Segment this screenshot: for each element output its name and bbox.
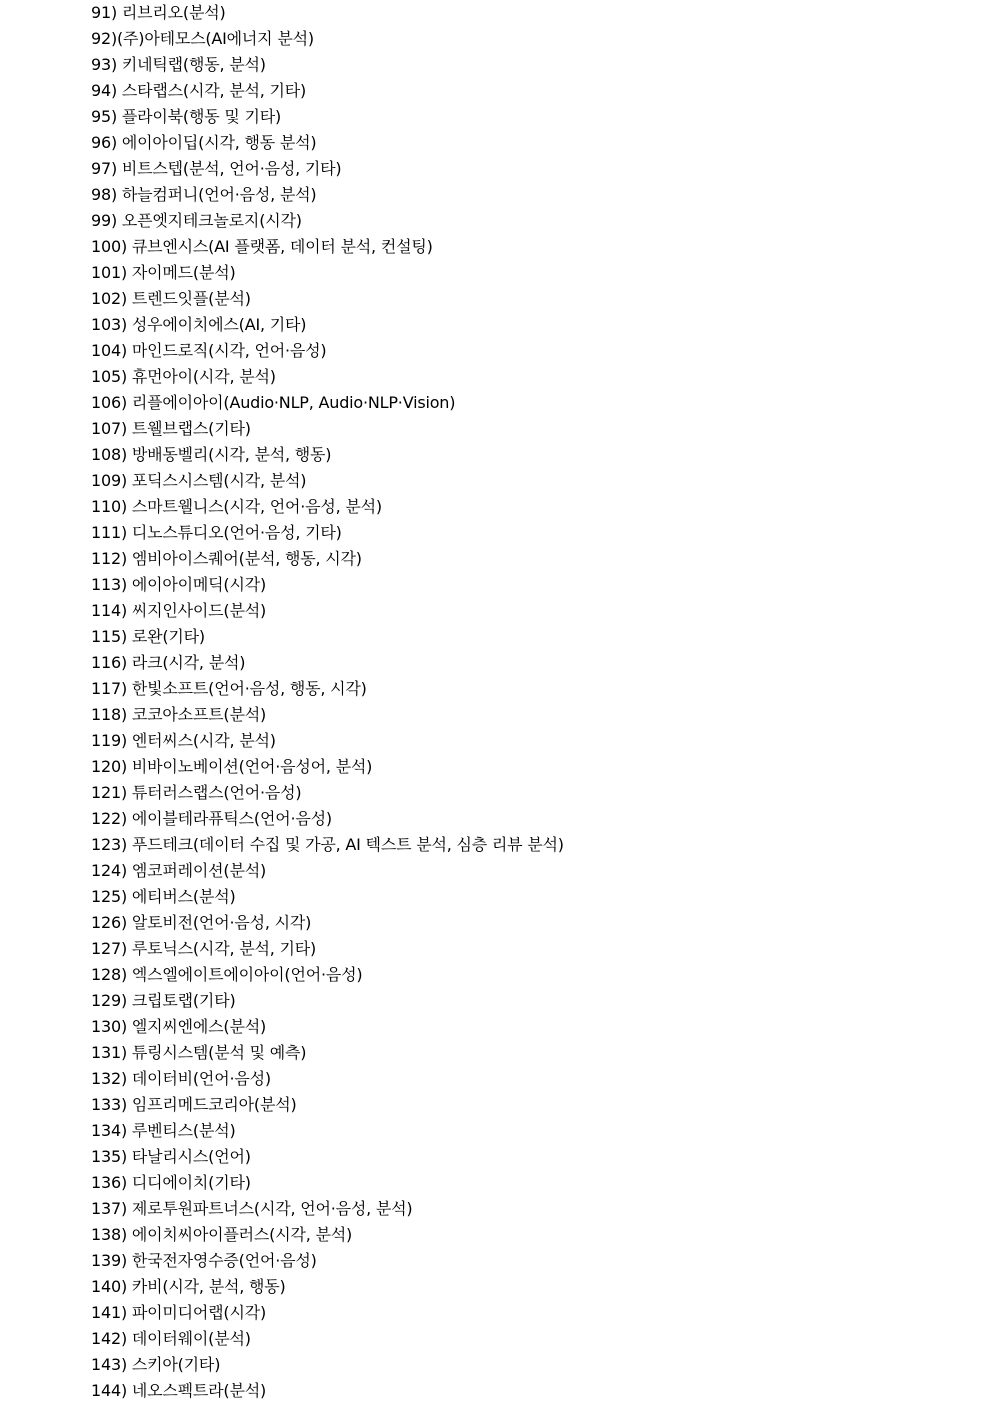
- list-item: 133) 임프리메드코리아(분석): [91, 1095, 297, 1114]
- list-item: 110) 스마트웰니스(시각, 언어·음성, 분석): [91, 497, 382, 516]
- list-item: 107) 트웰브랩스(기타): [91, 419, 251, 438]
- list-item: 93) 키네틱랩(행동, 분석): [91, 55, 266, 74]
- list-item: 128) 엑스엘에이트에이아이(언어·음성): [91, 965, 363, 984]
- company-list: [91, 0, 971, 1404]
- list-item: 120) 비바이노베이션(언어·음성어, 분석): [91, 757, 373, 776]
- list-item: 135) 타날리시스(언어): [91, 1147, 251, 1166]
- list-item: 101) 자이메드(분석): [91, 263, 236, 282]
- list-item: 126) 알토비전(언어·음성, 시각): [91, 913, 312, 932]
- list-item: 141) 파이미디어랩(시각): [91, 1303, 266, 1322]
- list-item: 98) 하늘컴퍼니(언어·음성, 분석): [91, 185, 317, 204]
- list-item: 111) 디노스튜디오(언어·음성, 기타): [91, 523, 342, 542]
- list-item: 113) 에이아이메딕(시각): [91, 575, 266, 594]
- list-item: 119) 엔터씨스(시각, 분석): [91, 731, 276, 750]
- list-item: 114) 씨지인사이드(분석): [91, 601, 266, 620]
- list-item: 129) 크립토랩(기타): [91, 991, 236, 1010]
- list-item: 134) 루벤티스(분석): [91, 1121, 236, 1140]
- list-item: 94) 스타랩스(시각, 분석, 기타): [91, 81, 307, 100]
- list-item: 122) 에이블테라퓨틱스(언어·음성): [91, 809, 332, 828]
- list-item: 140) 카비(시각, 분석, 행동): [91, 1277, 286, 1296]
- list-item: 125) 에티버스(분석): [91, 887, 236, 906]
- list-item: 102) 트렌드잇플(분석): [91, 289, 251, 308]
- list-item: 117) 한빛소프트(언어·음성, 행동, 시각): [91, 679, 367, 698]
- list-item: 136) 디디에이치(기타): [91, 1173, 251, 1192]
- list-item: 142) 데이터웨이(분석): [91, 1329, 251, 1348]
- list-item: 138) 에이치씨아이플러스(시각, 분석): [91, 1225, 353, 1244]
- list-item: 91) 리브리오(분석): [91, 3, 226, 22]
- list-item: 123) 푸드테크(데이터 수집 및 가공, AI 텍스트 분석, 심층 리뷰 분석): [91, 835, 564, 854]
- list-item: 121) 튜터러스랩스(언어·음성): [91, 783, 302, 802]
- list-item: 105) 휴먼아이(시각, 분석): [91, 367, 276, 386]
- list-item: 106) 리플에이아이(Audio·NLP, Audio·NLP·Vision): [91, 393, 456, 412]
- list-item: 95) 플라이북(행동 및 기타): [91, 107, 282, 126]
- list-item: 92)(주)아테모스(AI에너지 분석): [91, 29, 314, 48]
- list-item: 127) 루토닉스(시각, 분석, 기타): [91, 939, 317, 958]
- list-item: 103) 성우에이치에스(AI, 기타): [91, 315, 307, 334]
- list-item: 144) 네오스펙트라(분석): [91, 1381, 266, 1400]
- list-item: 137) 제로투원파트너스(시각, 언어·음성, 분석): [91, 1199, 413, 1218]
- list-item: 139) 한국전자영수증(언어·음성): [91, 1251, 317, 1270]
- list-item: 143) 스키아(기타): [91, 1355, 221, 1374]
- list-item: 118) 코코아소프트(분석): [91, 705, 266, 724]
- list-item: 115) 로완(기타): [91, 627, 205, 646]
- list-item: 96) 에이아이딥(시각, 행동 분석): [91, 133, 317, 152]
- list-item: 130) 엘지씨엔에스(분석): [91, 1017, 266, 1036]
- list-item: 116) 라크(시각, 분석): [91, 653, 246, 672]
- list-item: 132) 데이터비(언어·음성): [91, 1069, 271, 1088]
- list-item: 97) 비트스텝(분석, 언어·음성, 기타): [91, 159, 342, 178]
- list-item: 100) 큐브엔시스(AI 플랫폼, 데이터 분석, 컨설팅): [91, 237, 433, 256]
- list-item: 104) 마인드로직(시각, 언어·음성): [91, 341, 327, 360]
- list-item: 124) 엠코퍼레이션(분석): [91, 861, 266, 880]
- list-item: 99) 오픈엣지테크놀로지(시각): [91, 211, 302, 230]
- list-item: 131) 튜링시스템(분석 및 예측): [91, 1043, 307, 1062]
- list-item: 112) 엠비아이스퀘어(분석, 행동, 시각): [91, 549, 362, 568]
- list-item: 109) 포딕스시스템(시각, 분석): [91, 471, 307, 490]
- list-item: 108) 방배동벨리(시각, 분석, 행동): [91, 445, 332, 464]
- document-page: [91, 0, 971, 1404]
